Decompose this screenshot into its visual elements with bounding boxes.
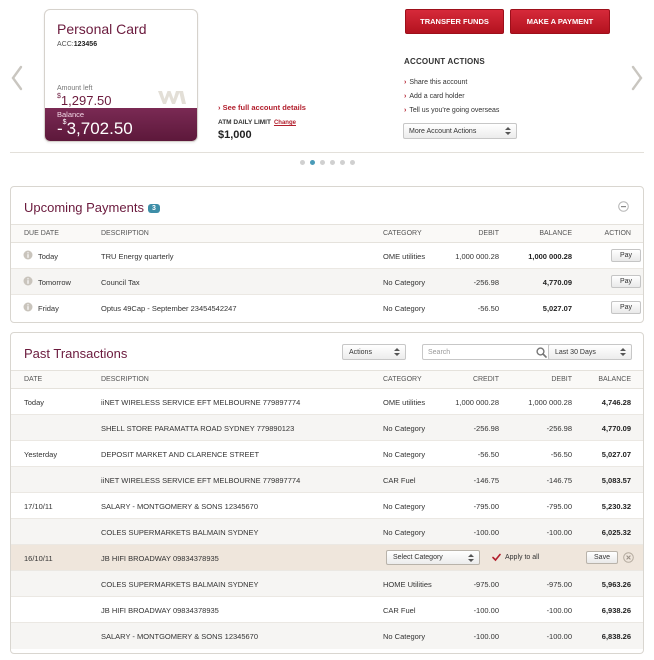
description: iiNET WIRELESS SERVICE EFT MELBOURNE 779897774 [101, 476, 301, 485]
add-card-holder-link[interactable]: › Add a card holder [404, 92, 465, 100]
debit: -256.98 [546, 424, 572, 433]
description: TRU Energy quarterly [101, 252, 174, 261]
account-summary [0, 0, 654, 158]
category: No Category [383, 304, 426, 313]
table-row[interactable] [11, 389, 643, 415]
col-balance: BALANCE [539, 230, 572, 237]
more-account-actions-select[interactable]: More Account Actions [403, 123, 517, 139]
description: COLES SUPERMARKETS BALMAIN SYDNEY [101, 528, 259, 537]
info-icon[interactable] [23, 250, 33, 260]
credit: -795.00 [473, 502, 499, 511]
carousel-pagination [300, 160, 355, 165]
chevron-right-icon: › [404, 78, 407, 86]
category: No Category [383, 632, 426, 641]
card-title: Personal Card [57, 21, 147, 37]
upcoming-table-header [11, 225, 643, 243]
credit: -56.50 [477, 450, 499, 459]
bank-logo-icon [157, 90, 187, 105]
credit: -100.00 [473, 632, 499, 641]
balance-label: Balance [57, 110, 85, 119]
debit: -56.50 [477, 304, 499, 313]
col-date: DATE [24, 376, 43, 383]
date: Today [24, 398, 45, 407]
account-actions-list [404, 75, 499, 117]
date: 16/10/11 [24, 554, 53, 563]
full-account-details-link[interactable]: › See full account details [218, 103, 306, 112]
balance: 6,838.26 [601, 632, 631, 641]
credit: -146.75 [473, 476, 499, 485]
carousel-dot[interactable] [300, 160, 305, 165]
upcoming-payments-header [11, 187, 643, 225]
collapse-icon[interactable] [618, 201, 629, 212]
select-arrows-icon [619, 347, 627, 357]
balance: 5,083.57 [601, 476, 631, 485]
amount-left-label: Amount left [57, 85, 93, 92]
prev-account-button[interactable] [10, 64, 24, 92]
atm-daily-limit-label: ATM DAILY LIMIT Change [218, 119, 296, 126]
description: iiNET WIRELESS SERVICE EFT MELBOURNE 779897774 [101, 398, 301, 407]
debit: -256.98 [473, 278, 499, 287]
balance: 5,963.26 [601, 580, 631, 589]
date: Yesterday [24, 450, 58, 459]
carousel-dot-active[interactable] [310, 160, 315, 165]
category: No Category [383, 502, 426, 511]
going-overseas-link[interactable]: › Tell us you're going overseas [404, 106, 500, 114]
description: SHELL STORE PARAMATTA ROAD SYDNEY 779890123 [101, 424, 295, 433]
pay-button[interactable]: Pay [611, 275, 641, 288]
table-row[interactable] [11, 415, 643, 441]
carousel-dot[interactable] [340, 160, 345, 165]
description: SALARY - MONTGOMERY & SONS 12345670 [101, 632, 259, 641]
table-row[interactable] [11, 441, 643, 467]
description: JB HIFI BROADWAY 09834378935 [101, 606, 219, 615]
search-icon[interactable] [536, 347, 547, 358]
table-row[interactable] [11, 493, 643, 519]
pay-button[interactable]: Pay [611, 301, 641, 314]
balance: 1,000 000.28 [528, 252, 572, 261]
debit: -146.75 [546, 476, 572, 485]
card-balance-band [45, 108, 198, 142]
share-account-link[interactable]: › Share this account [404, 78, 468, 86]
chevron-right-icon: › [404, 106, 407, 114]
account-actions-title: ACCOUNT ACTIONS [404, 57, 485, 66]
balance: 6,938.26 [601, 606, 631, 615]
category: No Category [383, 450, 426, 459]
description: COLES SUPERMARKETS BALMAIN SYDNEY [101, 580, 259, 589]
col-due-date: DUE DATE [24, 230, 59, 237]
col-balance: BALANCE [598, 376, 631, 383]
upcoming-payments-title: Upcoming Payments 3 [24, 200, 160, 215]
credit: -100.00 [473, 606, 499, 615]
select-arrows-icon [467, 553, 475, 563]
debit: -100.00 [546, 632, 572, 641]
close-icon[interactable] [623, 552, 634, 563]
category: No Category [383, 528, 426, 537]
apply-to-all-label: Apply to all [505, 554, 540, 561]
description: Optus 49Cap - September 23454542247 [101, 304, 237, 313]
period-select[interactable]: Last 30 Days [548, 344, 632, 360]
account-number: ACC:123456 [57, 41, 98, 48]
col-category: CATEGORY [383, 230, 422, 237]
due-date: Tomorrow [38, 278, 71, 287]
balance: 5,027.07 [542, 304, 572, 313]
count-badge: 3 [148, 204, 160, 213]
apply-to-all-checkbox[interactable] [492, 553, 501, 562]
col-debit: DEBIT [551, 376, 572, 383]
info-icon[interactable] [23, 302, 33, 312]
credit: -100.00 [473, 528, 499, 537]
carousel-dot[interactable] [330, 160, 335, 165]
date: 17/10/11 [24, 502, 53, 511]
balance: 6,025.32 [601, 528, 631, 537]
col-description: DESCRIPTION [101, 230, 149, 237]
balance-value: -$3,702.50 [57, 119, 133, 138]
description: Council Tax [101, 278, 140, 287]
category: CAR Fuel [383, 476, 416, 485]
actions-select[interactable]: Actions [342, 344, 406, 360]
chevron-right-icon: › [404, 92, 407, 100]
table-row[interactable] [11, 571, 643, 597]
debit: -56.50 [550, 450, 572, 459]
past-transactions-title: Past Transactions [24, 346, 128, 361]
balance: 5,027.07 [601, 450, 631, 459]
category: OME utilities [383, 398, 426, 407]
search-input[interactable]: Search [422, 344, 552, 360]
table-row[interactable] [11, 467, 643, 493]
select-category-dropdown[interactable]: Select Category [386, 550, 480, 565]
debit: -100.00 [546, 528, 572, 537]
table-row [11, 295, 643, 321]
table-row [11, 269, 643, 295]
description: DEPOSIT MARKET AND CLARENCE STREET [101, 450, 260, 459]
table-row-editing[interactable] [11, 545, 643, 571]
category: No Category [383, 278, 426, 287]
table-row[interactable] [11, 597, 643, 623]
debit: 1,000 000.28 [528, 398, 572, 407]
col-credit: CREDIT [472, 376, 499, 383]
table-row [11, 243, 643, 269]
balance: 4,770.09 [542, 278, 572, 287]
past-transactions-header [11, 333, 643, 371]
category: CAR Fuel [383, 606, 416, 615]
due-date: Friday [38, 304, 59, 313]
category: No Category [383, 424, 426, 433]
table-row[interactable] [11, 623, 643, 649]
save-button[interactable]: Save [586, 551, 618, 564]
table-row[interactable] [11, 519, 643, 545]
category: OME utilities [383, 252, 426, 261]
divider [10, 152, 644, 153]
debit: 1,000 000.28 [455, 252, 499, 261]
account-card[interactable] [44, 9, 198, 142]
atm-change-link[interactable]: Change [273, 120, 296, 126]
description: JB HIFI BROADWAY 09834378935 [101, 554, 219, 563]
select-arrows-icon [393, 347, 401, 357]
upcoming-payments-panel [10, 186, 644, 323]
select-arrows-icon [504, 126, 512, 136]
past-table-header [11, 371, 643, 389]
credit: 1,000 000.28 [455, 398, 499, 407]
chevron-right-icon [630, 64, 644, 92]
past-transactions-panel [10, 332, 644, 654]
carousel-dot[interactable] [320, 160, 325, 165]
amount-left-value: $1,297.50 [57, 93, 112, 108]
description: SALARY - MONTGOMERY & SONS 12345670 [101, 502, 259, 511]
debit: -975.00 [546, 580, 572, 589]
info-icon[interactable] [23, 276, 33, 286]
col-category: CATEGORY [383, 376, 422, 383]
chevron-left-icon [10, 64, 24, 92]
check-icon [492, 553, 501, 562]
debit: -100.00 [546, 606, 572, 615]
transfer-funds-button[interactable]: TRANSFER FUNDS [405, 9, 504, 34]
col-action: ACTION [604, 230, 631, 237]
pay-button[interactable]: Pay [611, 249, 641, 262]
category: HOME Utilities [383, 580, 432, 589]
balance: 4,770.09 [601, 424, 631, 433]
atm-daily-limit-value: $1,000 [218, 129, 252, 141]
credit: -975.00 [473, 580, 499, 589]
make-payment-button[interactable]: MAKE A PAYMENT [510, 9, 610, 34]
balance: 4,746.28 [601, 398, 631, 407]
credit: -256.98 [473, 424, 499, 433]
debit: -795.00 [546, 502, 572, 511]
carousel-dot[interactable] [350, 160, 355, 165]
col-description: DESCRIPTION [101, 376, 149, 383]
col-debit: DEBIT [478, 230, 499, 237]
balance: 5,230.32 [601, 502, 631, 511]
due-date: Today [38, 252, 59, 261]
next-account-button[interactable] [630, 64, 644, 92]
